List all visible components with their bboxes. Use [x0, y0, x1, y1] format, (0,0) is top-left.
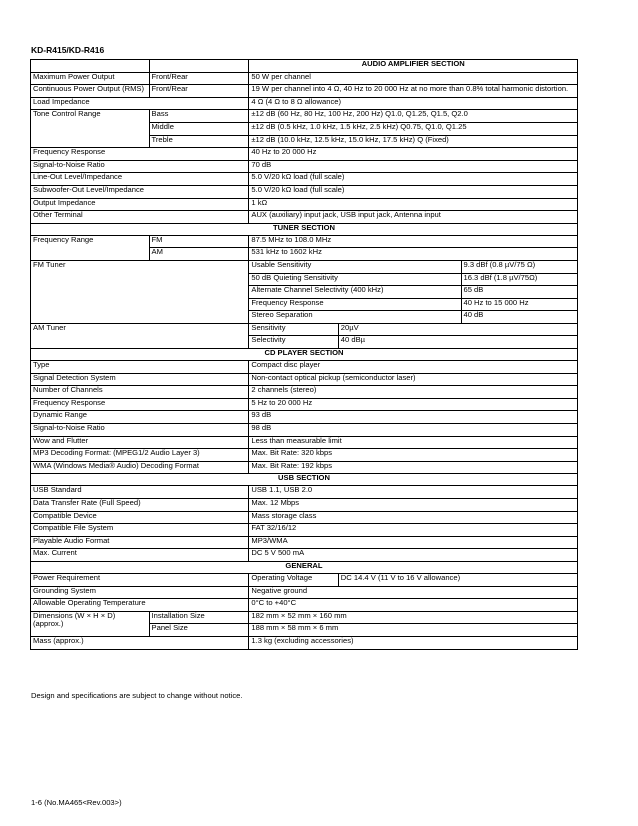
spec-cell: USB Standard — [31, 486, 249, 499]
spec-cell: 182 mm × 52 mm × 160 mm — [249, 611, 578, 624]
spec-cell: 98 dB — [249, 424, 578, 437]
spec-cell: 5.0 V/20 kΩ load (full scale) — [249, 173, 578, 186]
spec-cell: Max. Bit Rate: 320 kbps — [249, 449, 578, 462]
spec-cell: Negative ground — [249, 586, 578, 599]
spec-cell: Tone Control Range — [31, 110, 150, 148]
spec-cell: Usable Sensitivity — [249, 260, 461, 273]
spec-cell: Max. 12 Mbps — [249, 499, 578, 512]
spec-cell: Power Requirement — [31, 573, 249, 586]
spec-cell: Less than measurable limit — [249, 436, 578, 449]
spec-cell: Frequency Response — [31, 398, 249, 411]
spec-cell: Dynamic Range — [31, 411, 249, 424]
spec-cell: 2 channels (stereo) — [249, 386, 578, 399]
spec-cell: Front/Rear — [149, 85, 249, 98]
spec-cell: Max. Bit Rate: 192 kbps — [249, 461, 578, 474]
spec-cell: Installation Size — [149, 611, 249, 624]
audio-section-header: AUDIO AMPLIFIER SECTION — [249, 60, 578, 73]
spec-cell: Signal Detection System — [31, 373, 249, 386]
spec-cell: 16.3 dBf (1.8 µV/75Ω) — [461, 273, 578, 286]
spec-cell: AUX (auxiliary) input jack, USB input jack, Antenna input — [249, 211, 578, 224]
spec-cell: Max. Current — [31, 549, 249, 562]
spec-cell: Frequency Range — [31, 235, 150, 260]
spec-cell: WMA (Windows Media® Audio) Decoding Format — [31, 461, 249, 474]
cd-section-header: CD PLAYER SECTION — [31, 349, 578, 361]
spec-cell: Bass — [149, 110, 249, 123]
general-section-header: GENERAL — [31, 561, 578, 573]
spec-cell: Data Transfer Rate (Full Speed) — [31, 499, 249, 512]
spec-table — [30, 59, 578, 650]
spec-cell: 1.3 kg (excluding accessories) — [249, 636, 578, 649]
change-notice: Design and specifications are subject to change without notice. — [31, 691, 243, 700]
spec-cell: Wow and Flutter — [31, 436, 249, 449]
spec-cell: 40 Hz to 15 000 Hz — [461, 298, 578, 311]
spec-cell: Signal-to-Noise Ratio — [31, 160, 249, 173]
spec-cell: 1 kΩ — [249, 198, 578, 211]
spec-cell: 5.0 V/20 kΩ load (full scale) — [249, 185, 578, 198]
spec-cell: Compatible File System — [31, 524, 249, 537]
spec-cell: 531 kHz to 1602 kHz — [249, 248, 578, 261]
spec-cell: MP3/WMA — [249, 536, 578, 549]
spec-cell: Other Terminal — [31, 211, 249, 224]
spec-cell: FM Tuner — [31, 260, 249, 323]
spec-cell: Mass storage class — [249, 511, 578, 524]
spec-cell: MP3 Decoding Format: (MPEG1/2 Audio Layer 3) — [31, 449, 249, 462]
spec-cell: Panel Size — [149, 624, 249, 637]
spec-cell: 40 Hz to 20 000 Hz — [249, 148, 578, 161]
spec-cell: 87.5 MHz to 108.0 MHz — [249, 235, 578, 248]
spec-cell: Selectivity — [249, 336, 338, 349]
spec-cell: Compatible Device — [31, 511, 249, 524]
spec-cell: Continuous Power Output (RMS) — [31, 85, 150, 98]
spec-cell: Non-contact optical pickup (semiconductor laser) — [249, 373, 578, 386]
spec-cell: 188 mm × 58 mm × 6 mm — [249, 624, 578, 637]
spec-cell: ±12 dB (0.5 kHz, 1.0 kHz, 1.5 kHz, 2.5 kHz) Q0.75, Q1.0, Q1.25 — [249, 122, 578, 135]
page-footer: 1-6 (No.MA465<Rev.003>) — [31, 798, 122, 807]
spec-cell: Compact disc player — [249, 361, 578, 374]
spec-cell: Number of Channels — [31, 386, 249, 399]
spec-cell: Alternate Channel Selectivity (400 kHz) — [249, 286, 461, 299]
spec-cell: Subwoofer-Out Level/Impedance — [31, 185, 249, 198]
spec-cell: Middle — [149, 122, 249, 135]
spec-cell: Allowable Operating Temperature — [31, 599, 249, 612]
usb-section-header: USB SECTION — [31, 474, 578, 486]
spec-cell: Frequency Response — [249, 298, 461, 311]
spec-cell: Treble — [149, 135, 249, 148]
spec-cell: 65 dB — [461, 286, 578, 299]
spec-cell: 0°C to +40°C — [249, 599, 578, 612]
spec-cell: ±12 dB (10.0 kHz, 12.5 kHz, 15.0 kHz, 17.5 kHz) Q (Fixed) — [249, 135, 578, 148]
spec-cell: Playable Audio Format — [31, 536, 249, 549]
spec-cell: 40 dB — [461, 311, 578, 324]
spec-cell: 50 W per channel — [249, 72, 578, 85]
spec-cell: 20µV — [338, 323, 577, 336]
spec-cell: Type — [31, 361, 249, 374]
spec-cell: Stereo Separation — [249, 311, 461, 324]
spec-cell: Sensitivity — [249, 323, 338, 336]
spec-cell: 9.3 dBf (0.8 µV/75 Ω) — [461, 260, 578, 273]
spec-cell: 70 dB — [249, 160, 578, 173]
spec-cell: Maximum Power Output — [31, 72, 150, 85]
spec-cell: 19 W per channel into 4 Ω, 40 Hz to 20 000 Hz at no more than 0.8% total harmonic distortion. — [249, 85, 578, 98]
spec-cell: Dimensions (W × H × D) (approx.) — [31, 611, 150, 636]
spec-cell: Frequency Response — [31, 148, 249, 161]
spec-cell: Mass (approx.) — [31, 636, 249, 649]
spec-cell: 5 Hz to 20 000 Hz — [249, 398, 578, 411]
spec-cell: DC 14.4 V (11 V to 16 V allowance) — [338, 573, 577, 586]
spec-cell: 93 dB — [249, 411, 578, 424]
spec-cell: Output Impedance — [31, 198, 249, 211]
spec-cell: 4 Ω (4 Ω to 8 Ω allowance) — [249, 97, 578, 110]
spec-cell: FM — [149, 235, 249, 248]
spec-cell: FAT 32/16/12 — [249, 524, 578, 537]
spec-cell: Operating Voltage — [249, 573, 338, 586]
tuner-section-header: TUNER SECTION — [31, 223, 578, 235]
spec-cell: USB 1.1, USB 2.0 — [249, 486, 578, 499]
spec-cell: Front/Rear — [149, 72, 249, 85]
spec-cell: 50 dB Quieting Sensitivity — [249, 273, 461, 286]
empty-cell — [31, 60, 150, 73]
spec-cell: Load Impedance — [31, 97, 249, 110]
spec-cell: 40 dBµ — [338, 336, 577, 349]
spec-cell: DC 5 V 500 mA — [249, 549, 578, 562]
spec-cell: Signal-to-Noise Ratio — [31, 424, 249, 437]
empty-cell — [149, 60, 249, 73]
model-title: KD-R415/KD-R416 — [31, 45, 105, 55]
spec-cell: AM Tuner — [31, 323, 249, 348]
spec-cell: AM — [149, 248, 249, 261]
spec-cell: Grounding System — [31, 586, 249, 599]
spec-cell: Line-Out Level/Impedance — [31, 173, 249, 186]
spec-cell: ±12 dB (60 Hz, 80 Hz, 100 Hz, 200 Hz) Q1.0, Q1.25, Q1.5, Q2.0 — [249, 110, 578, 123]
